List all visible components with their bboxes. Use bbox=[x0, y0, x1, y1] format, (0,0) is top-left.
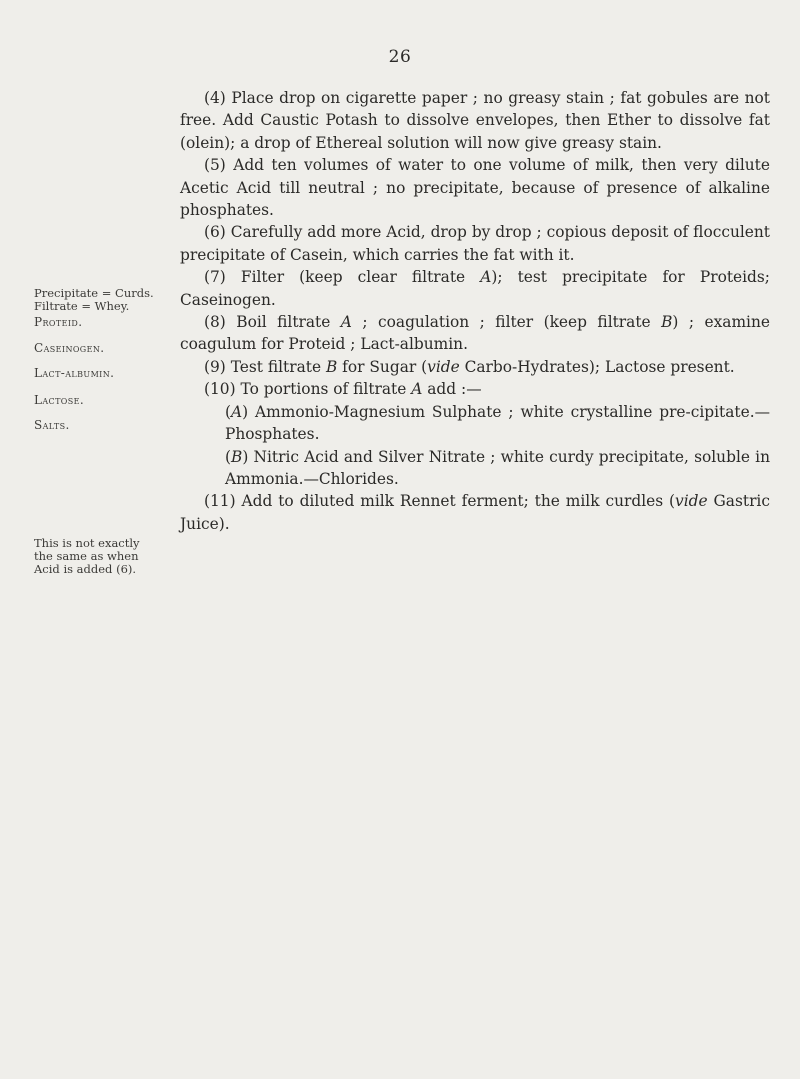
paragraph-6 bbox=[180, 221, 770, 266]
margin-note-proteid bbox=[34, 316, 184, 329]
paragraph-text: Add ten volumes of water to one volume of milk, then very dilute Acetic Acid till neutral ; no precipitate, because of presence of alkaline phosphates. bbox=[180, 156, 770, 220]
filtrate-ref: A bbox=[411, 380, 423, 399]
margin-note-line: Acid is added (6). bbox=[34, 562, 137, 577]
margin-note-caseinogen bbox=[34, 342, 184, 355]
paragraph-number: (7) bbox=[204, 268, 226, 287]
filtrate-ref: B bbox=[325, 357, 338, 376]
page-number: 26 bbox=[388, 47, 412, 67]
sub-label: A bbox=[231, 402, 243, 421]
paragraph-text: Place drop on cigarette paper ; no greasy stain ; fat gobules are not free. Add Caustic Potash to dissolve envelopes, then Ether to dissolve fat (olein); a drop of Ethereal solution will now give greasy stain. bbox=[180, 89, 770, 152]
margin-heading-caseinogen: Caseinogen. bbox=[34, 341, 105, 355]
paragraph-text: Add to diluted milk Rennet ferment; the milk curdles ( bbox=[241, 492, 676, 511]
paragraph-10 bbox=[180, 378, 770, 400]
paragraph-text: for Sugar ( bbox=[337, 357, 428, 376]
paragraph-7 bbox=[180, 266, 770, 311]
paragraph-number: (9) bbox=[204, 357, 226, 376]
margin-note-line: the same as when bbox=[34, 549, 139, 564]
paragraph-4 bbox=[180, 87, 770, 154]
paragraph-number: (8) bbox=[204, 313, 226, 332]
vide-word: vide bbox=[675, 492, 708, 511]
main-text bbox=[180, 87, 770, 535]
paragraph-11 bbox=[180, 490, 770, 535]
filtrate-ref: B bbox=[661, 313, 673, 332]
paragraph-number: (5) bbox=[204, 156, 226, 175]
margin-note-line: This is not exactly bbox=[34, 536, 140, 550]
margin-note-filtrate: Filtrate = Whey. bbox=[34, 299, 130, 314]
paragraph-5 bbox=[180, 154, 770, 221]
margin-note-precipitate: Precipitate = Curds. bbox=[34, 286, 154, 300]
vide-word: vide bbox=[427, 357, 460, 376]
paragraph-text: ); test precipitate for Proteids; Caseinogen. bbox=[180, 268, 770, 309]
paragraph-text: Nitric Acid and Silver Nitrate ; white curdy precipitate, soluble in Ammonia.—Chlorides. bbox=[225, 447, 770, 488]
subparagraph-b: (B) Nitric Acid and Silver Nitrate ; white curdy precipitate, soluble in Ammonia.—Chlorides. bbox=[225, 447, 770, 488]
filtrate-ref: A bbox=[480, 268, 492, 287]
paragraph-text: Ammonio-Magnesium Sulphate ; white crystalline pre-cipitate.—Phosphates. bbox=[225, 402, 770, 444]
margin-note-rennet bbox=[34, 537, 184, 577]
subparagraph-a: (A) Ammonio-Magnesium Sulphate ; white crystalline pre-cipitate.—Phosphates. bbox=[225, 402, 770, 444]
paragraph-8 bbox=[180, 311, 770, 356]
paragraph-number: (11) bbox=[204, 492, 236, 511]
margin-note-lact-albumin bbox=[34, 367, 184, 380]
margin-note-lactose bbox=[34, 394, 184, 407]
paragraph-text: add :— bbox=[422, 380, 482, 399]
margin-heading-proteid: Proteid. bbox=[34, 315, 83, 329]
paragraph-text: To portions of filtrate bbox=[240, 380, 412, 399]
paragraph-text: ; coagulation ; filter (keep filtrate bbox=[351, 313, 662, 332]
filtrate-ref: A bbox=[340, 313, 352, 332]
paragraph-number: (4) bbox=[204, 89, 226, 107]
paragraph-text: Gastric Juice). bbox=[180, 492, 770, 533]
sub-label: B bbox=[231, 447, 243, 466]
margin-heading-salts: Salts. bbox=[34, 418, 70, 432]
paragraph-text: Carbo-Hydrates); Lactose present. bbox=[459, 357, 735, 376]
paragraph-text: Carefully add more Acid, drop by drop ; copious deposit of flocculent precipitate of Casein, which carries the fat with it. bbox=[180, 223, 770, 264]
paragraph-text: ) ; examine coagulum for Proteid ; Lact-albumin. bbox=[180, 313, 770, 354]
paragraph-9 bbox=[180, 356, 770, 378]
margin-note-salts bbox=[34, 419, 184, 432]
margin-note-curds-whey bbox=[34, 287, 184, 313]
paragraph-number: (6) bbox=[204, 223, 226, 242]
paragraph-text: Test filtrate bbox=[230, 357, 326, 376]
paragraph-text: Boil filtrate bbox=[236, 313, 341, 332]
margin-heading-lact-albumin: Lact-albumin. bbox=[34, 366, 115, 380]
paragraph-number: (10) bbox=[204, 380, 236, 399]
margin-heading-lactose: Lactose. bbox=[34, 393, 85, 407]
paragraph-text: Filter (keep clear filtrate bbox=[240, 268, 481, 287]
